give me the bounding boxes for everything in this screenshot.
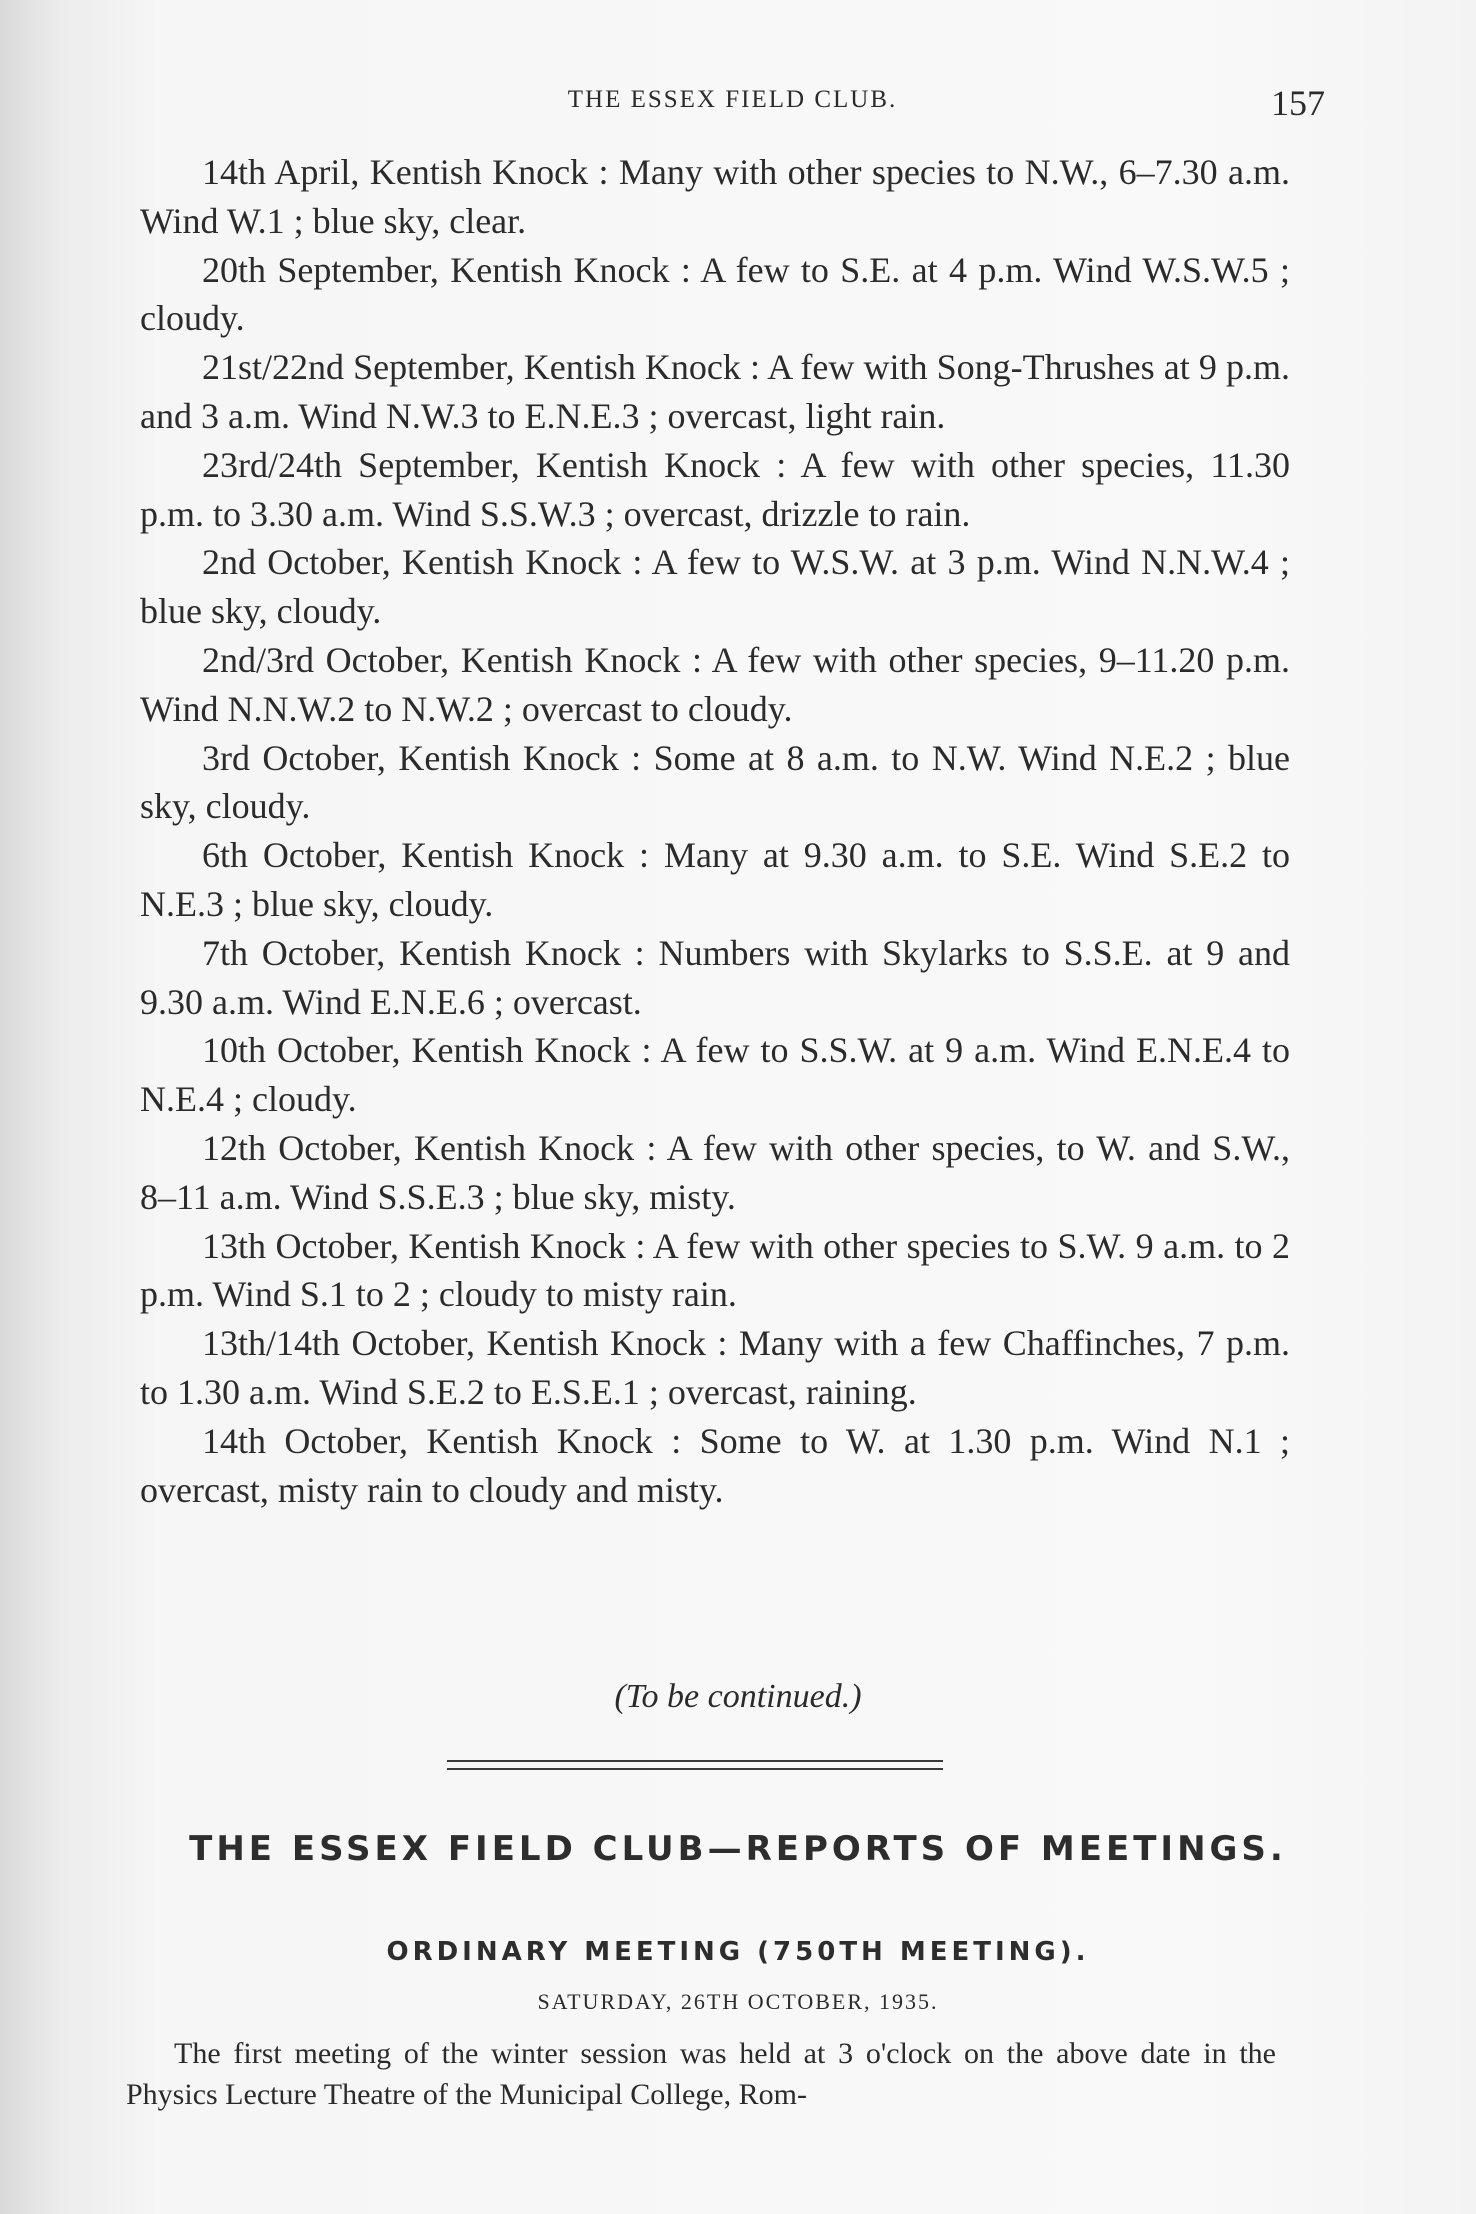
record-entry: 23rd/24th September, Kentish Knock : A few with other species, 11.30 p.m. to 3.30 a.m. Wind S.S.W.3 ; overcast, drizzle to rain.: [140, 444, 1290, 534]
record-entry: 12th October, Kentish Knock : A few with other species, to W. and S.W., 8–11 a.m. Wind S.S.E.3 ; blue sky, misty.: [140, 1127, 1290, 1217]
record-entry: 3rd October, Kentish Knock : Some at 8 a.m. to N.W. Wind N.E.2 ; blue sky, cloudy.: [140, 737, 1290, 827]
running-head: [140, 83, 1325, 126]
record-entry: 20th September, Kentish Knock : A few to S.E. at 4 p.m. Wind W.S.W.5 ; cloudy.: [140, 249, 1290, 339]
running-head-title: THE ESSEX FIELD CLUB.: [567, 86, 898, 113]
section-divider: [447, 1768, 943, 1770]
record-entry: 14th October, Kentish Knock : Some to W. at 1.30 p.m. Wind N.1 ; overcast, misty rain to cloudy and misty.: [140, 1420, 1290, 1510]
record-entry: 10th October, Kentish Knock : A few to S.S.W. at 9 a.m. Wind E.N.E.4 to N.E.4 ; cloudy.: [140, 1030, 1290, 1120]
record-entry: 2nd October, Kentish Knock : A few to W.S.W. at 3 p.m. Wind N.N.W.4 ; blue sky, cloudy.: [140, 542, 1290, 632]
record-entry: 14th April, Kentish Knock : Many with other species to N.W., 6–7.30 a.m. Wind W.1 ; blue sky, clear.: [140, 152, 1290, 241]
to-be-continued-note: (To be continued.): [614, 1678, 862, 1715]
record-entry: 6th October, Kentish Knock : Many at 9.30 a.m. to S.E. Wind S.E.2 to N.E.3 ; blue sky, cloudy.: [140, 835, 1290, 924]
section-divider: [447, 1760, 943, 1762]
meeting-date: SATURDAY, 26TH OCTOBER, 1935.: [537, 1989, 939, 2014]
record-entry: 13th/14th October, Kentish Knock : Many with a few Chaffinches, 7 p.m. to 1.30 a.m. Wind S.E.2 to E.S.E.1 ; overcast, raining.: [140, 1323, 1290, 1412]
record-entry: 21st/22nd September, Kentish Knock : A few with Song-Thrushes at 9 p.m. and 3 a.m. Wind N.W.3 to E.N.E.3 ; overcast, light rain.: [140, 347, 1290, 436]
page-number: 157: [1271, 83, 1325, 123]
record-entry: 13th October, Kentish Knock : A few with other species to S.W. 9 a.m. to 2 p.m. Wind S.1 to 2 ; cloudy to misty rain.: [140, 1225, 1290, 1315]
record-entry: 7th October, Kentish Knock : Numbers with Skylarks to S.S.E. at 9 and 9.30 a.m. Wind E.N.E.6 ; overcast.: [140, 932, 1290, 1022]
meeting-paragraph: The first meeting of the winter session was held at 3 o'clock on the above date in the Physics Lecture Theatre of the Municipal College, Rom-: [126, 2037, 1276, 2111]
section-title: THE ESSEX FIELD CLUB—REPORTS OF MEETINGS.: [189, 1829, 1287, 1869]
record-entry: 2nd/3rd October, Kentish Knock : A few with other species, 9–11.20 p.m. Wind N.N.W.2 to N.W.2 ; overcast to cloudy.: [140, 639, 1290, 729]
meeting-heading: ORDINARY MEETING (750TH MEETING).: [386, 1937, 1090, 1967]
migration-records: [140, 148, 1290, 1514]
